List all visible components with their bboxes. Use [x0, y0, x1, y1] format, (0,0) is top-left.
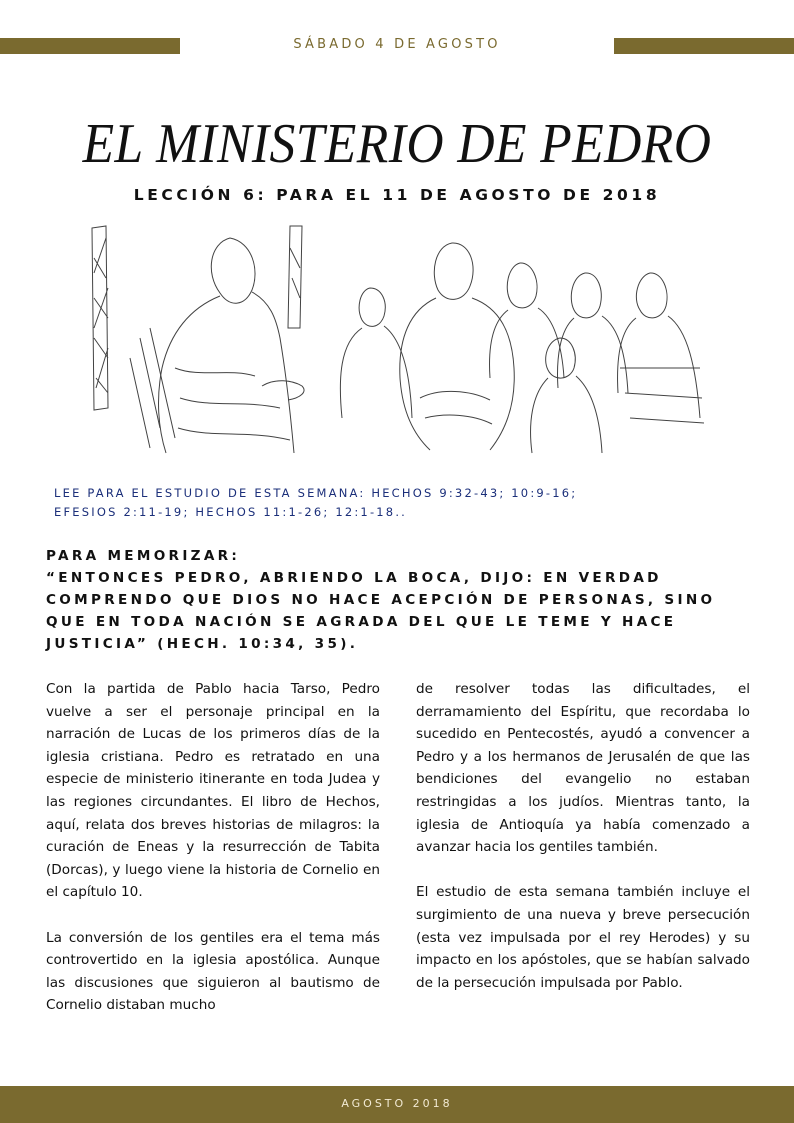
- body-column-left: [46, 678, 380, 1040]
- memory-verse-label: PARA MEMORIZAR:: [46, 548, 241, 564]
- reading-line-2: EFESIOS 2:11-19; HECHOS 11:1-26; 12:1-18..: [54, 505, 408, 519]
- reading-references: [54, 484, 744, 522]
- reading-line-1: LEE PARA EL ESTUDIO DE ESTA SEMANA: HECHOS 9:32-43; 10:9-16;: [54, 486, 578, 500]
- footer-date: AGOSTO 2018: [341, 1097, 453, 1110]
- body-column-right: [416, 678, 750, 1017]
- header-date: SÁBADO 4 DE AGOSTO: [293, 37, 501, 52]
- page-title: EL MINISTERIO DE PEDRO: [82, 113, 712, 175]
- body-paragraph: La conversión de los gentiles era el tema más controvertido en la iglesia apostólica. Aunque las discusiones que siguieron al bautismo de Cornelio distaban mucho: [46, 929, 380, 1014]
- sketch-illustration-icon: [80, 218, 720, 458]
- lesson-subtitle: LECCIÓN 6: PARA EL 11 DE AGOSTO DE 2018: [133, 186, 661, 204]
- memory-verse-block: [46, 545, 756, 655]
- body-paragraph: El estudio de esta semana también incluye el surgimiento de una nueva y breve persecución (esta vez impulsada por el rey Herodes) y su impacto en los apóstoles, que se habían salvado de la persecución impulsada por Pablo.: [416, 884, 750, 991]
- body-paragraph: de resolver todas las dificultades, el derramamiento del Espíritu, que recordaba lo sucedido en Pentecostés, ayudó a convencer a Pedro y a los hermanos de Jerusalén de que las bendiciones del evangelio no estaban restringidas a los judíos. Mientras tanto, la iglesia de Antioquía ya había comenzado a avanzar hacia los gentiles también.: [416, 681, 750, 856]
- body-paragraph: Con la partida de Pablo hacia Tarso, Pedro vuelve a ser el personaje principal en la narración de Lucas de los primeros días de la iglesia cristiana. Pedro es retratado en una especie de ministerio itinerante en toda Judea y las regiones circundantes. El libro de Hechos, aquí, relata dos breves historias de milagros: la curación de Eneas y la resurrección de Tabita (Dorcas), y luego viene la historia de Cornelio en el capítulo 10.: [46, 681, 380, 901]
- memory-verse-text: “ENTONCES PEDRO, ABRIENDO LA BOCA, DIJO: EN VERDAD COMPRENDO QUE DIOS NO HACE ACEPCIÓN DE PERSONAS, SINO QUE EN TODA NACIÓN SE AGRADA DEL QUE LE TEME Y HACE JUSTICIA” (HECH. 10:34, 35).: [46, 570, 716, 652]
